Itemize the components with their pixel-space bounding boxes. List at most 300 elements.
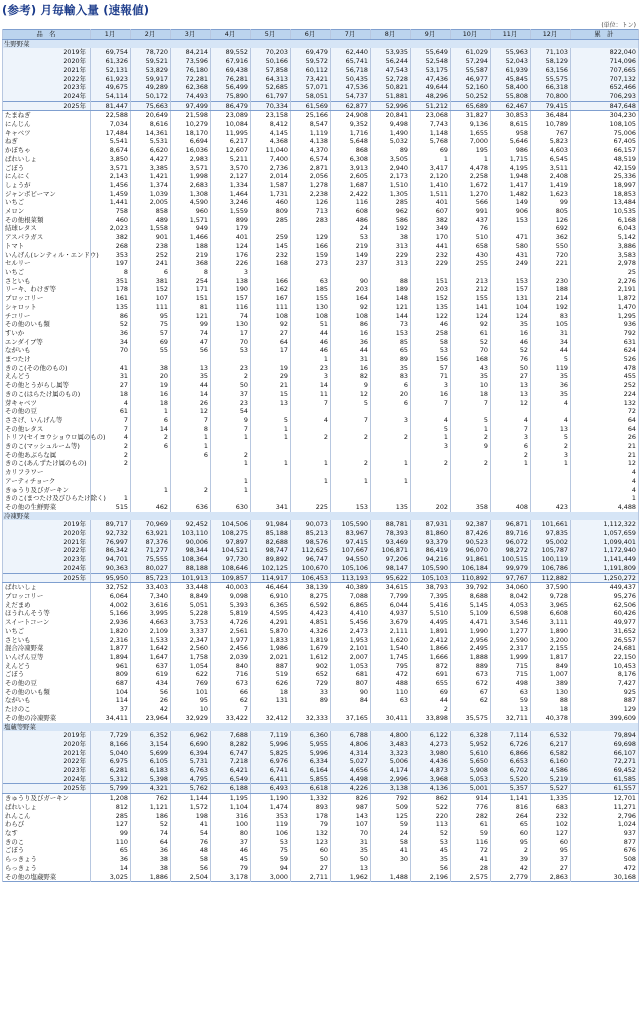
table-row bbox=[3, 146, 639, 155]
value-cell: 1,998 bbox=[171, 172, 211, 181]
row-label: 2024年 bbox=[3, 775, 91, 784]
value-cell: 7 bbox=[91, 416, 131, 425]
value-cell: 268 bbox=[91, 242, 131, 251]
value-cell: 5,527 bbox=[531, 784, 571, 794]
value-cell: 61,939 bbox=[491, 66, 531, 75]
value-cell: 550 bbox=[531, 242, 571, 251]
value-cell: 5,952 bbox=[451, 740, 491, 749]
value-cell: 11 bbox=[291, 390, 331, 399]
value-cell: 64 bbox=[251, 338, 291, 347]
value-cell: 1,540 bbox=[371, 644, 411, 653]
value-cell: 79 bbox=[211, 864, 251, 873]
value-cell: 86,419 bbox=[411, 546, 451, 555]
value-cell bbox=[331, 486, 371, 495]
value-cell: 37 bbox=[531, 855, 571, 864]
value-cell: 50 bbox=[331, 855, 371, 864]
value-cell: 1,121 bbox=[131, 803, 171, 812]
value-cell: 8,674 bbox=[91, 146, 131, 155]
value-cell: 164 bbox=[331, 294, 371, 303]
row-label: まつたけ bbox=[3, 355, 91, 364]
value-cell: 2,736 bbox=[251, 164, 291, 173]
value-cell: 949 bbox=[171, 224, 211, 233]
value-cell: 70 bbox=[91, 346, 131, 355]
value-cell: 25 bbox=[571, 268, 639, 277]
value-cell: 96,072 bbox=[491, 538, 531, 547]
table-row bbox=[3, 855, 639, 864]
value-cell: 4,586 bbox=[531, 766, 571, 775]
value-cell: 4,423 bbox=[291, 609, 331, 618]
table-row bbox=[3, 407, 639, 416]
value-cell: 515 bbox=[91, 503, 131, 512]
value-cell: 6,608 bbox=[531, 609, 571, 618]
value-cell: 2 bbox=[291, 433, 331, 442]
value-cell: 7 bbox=[211, 705, 251, 714]
value-cell: 46,464 bbox=[251, 583, 291, 592]
value-cell: 8,282 bbox=[211, 740, 251, 749]
value-cell: 4,726 bbox=[211, 618, 251, 627]
value-cell: 10,279 bbox=[171, 120, 211, 129]
value-cell: 34 bbox=[91, 338, 131, 347]
value-cell: 6,217 bbox=[531, 740, 571, 749]
value-cell: 1,894 bbox=[91, 653, 131, 662]
value-cell: 382 bbox=[411, 216, 451, 225]
value-cell: 655 bbox=[411, 679, 451, 688]
value-cell: 58 bbox=[171, 855, 211, 864]
value-cell: 812 bbox=[91, 803, 131, 812]
value-cell: 74 bbox=[211, 312, 251, 321]
value-cell: 105,787 bbox=[531, 546, 571, 555]
value-cell: 90,363 bbox=[91, 564, 131, 573]
value-cell: 3,385 bbox=[131, 164, 171, 173]
value-cell: 6,360 bbox=[291, 731, 331, 740]
value-cell: 2,940 bbox=[371, 164, 411, 173]
value-cell: 3,323 bbox=[371, 749, 411, 758]
value-cell: 30 bbox=[371, 855, 411, 864]
value-cell: 225 bbox=[291, 503, 331, 512]
value-cell: 99,979 bbox=[491, 564, 531, 573]
value-cell: 71,103 bbox=[531, 48, 571, 57]
section-title: 冷凍野菜 bbox=[3, 512, 639, 521]
value-cell: 74,493 bbox=[171, 92, 211, 101]
value-cell: 6,183 bbox=[131, 766, 171, 775]
value-cell: 35 bbox=[491, 320, 531, 329]
value-cell: 1,866 bbox=[411, 644, 451, 653]
value-cell: 673 bbox=[451, 670, 491, 679]
value-cell: 57 bbox=[131, 329, 171, 338]
value-cell: 34,060 bbox=[491, 583, 531, 592]
value-cell: 85,723 bbox=[131, 573, 171, 583]
value-cell: 56,244 bbox=[371, 57, 411, 66]
value-cell: 71,277 bbox=[131, 546, 171, 555]
value-cell: 57,071 bbox=[291, 83, 331, 92]
year-row bbox=[3, 740, 639, 749]
value-cell: 126 bbox=[531, 216, 571, 225]
value-cell bbox=[171, 477, 211, 486]
header-row bbox=[3, 30, 639, 40]
value-cell: 20 bbox=[371, 390, 411, 399]
value-cell: 3 bbox=[291, 372, 331, 381]
value-cell: 8,176 bbox=[571, 670, 639, 679]
value-cell: 991 bbox=[451, 207, 491, 216]
row-label: 2025年 bbox=[3, 101, 91, 111]
value-cell: 116 bbox=[211, 303, 251, 312]
value-cell: 36,484 bbox=[531, 111, 571, 120]
value-cell: 7,218 bbox=[211, 757, 251, 766]
value-cell: 3 bbox=[411, 442, 451, 451]
value-cell: 96,871 bbox=[491, 520, 531, 529]
value-cell: 195 bbox=[451, 146, 491, 155]
value-cell: 7 bbox=[331, 416, 371, 425]
value-cell: 401 bbox=[211, 233, 251, 242]
value-cell: 40,003 bbox=[211, 583, 251, 592]
value-cell: 1,758 bbox=[171, 653, 211, 662]
value-cell: 23 bbox=[211, 364, 251, 373]
value-cell: 3,571 bbox=[171, 164, 211, 173]
value-cell: 805 bbox=[531, 207, 571, 216]
value-cell: 75 bbox=[251, 846, 291, 855]
table-row bbox=[3, 662, 639, 671]
value-cell: 486 bbox=[331, 216, 371, 225]
row-label: きのこ(あんずたけ属のもの) bbox=[3, 459, 91, 468]
value-cell: 75,006 bbox=[571, 129, 639, 138]
value-cell: 102 bbox=[531, 820, 571, 829]
row-label: 2023年 bbox=[3, 555, 91, 564]
value-cell: 14 bbox=[131, 425, 171, 434]
value-cell: 127 bbox=[531, 829, 571, 838]
row-label: にんにく bbox=[3, 172, 91, 181]
value-cell bbox=[371, 268, 411, 277]
value-cell: 159 bbox=[291, 251, 331, 260]
row-label: きのこ(まつたけ及びひらたけ除く) bbox=[3, 494, 91, 503]
value-cell: 35,575 bbox=[451, 714, 491, 723]
value-cell: 79 bbox=[291, 820, 331, 829]
value-cell: 2 bbox=[131, 433, 171, 442]
value-cell: 32,929 bbox=[171, 714, 211, 723]
value-cell: 76,281 bbox=[211, 75, 251, 84]
value-cell: 23 bbox=[291, 364, 331, 373]
table-row bbox=[3, 181, 639, 190]
value-cell: 44 bbox=[331, 346, 371, 355]
value-cell: 6 bbox=[371, 381, 411, 390]
table-row bbox=[3, 653, 639, 662]
value-cell: 97,206 bbox=[371, 555, 411, 564]
year-row bbox=[3, 757, 639, 766]
value-cell: 858 bbox=[131, 207, 171, 216]
value-cell: 1 bbox=[451, 425, 491, 434]
value-cell: 2 bbox=[211, 451, 251, 460]
value-cell: 4,145 bbox=[251, 129, 291, 138]
value-cell: 5,610 bbox=[451, 749, 491, 758]
value-cell: 45,845 bbox=[491, 75, 531, 84]
value-cell: 69 bbox=[131, 338, 171, 347]
value-cell: 214 bbox=[531, 294, 571, 303]
value-cell bbox=[171, 494, 211, 503]
value-cell: 31 bbox=[91, 372, 131, 381]
value-cell: 170 bbox=[411, 233, 451, 242]
value-cell: 85 bbox=[371, 338, 411, 347]
value-cell: 84,214 bbox=[171, 48, 211, 57]
value-cell: 107 bbox=[131, 294, 171, 303]
value-cell: 5,819 bbox=[211, 609, 251, 618]
value-cell: 104 bbox=[491, 303, 531, 312]
value-cell: 2 bbox=[91, 442, 131, 451]
value-cell: 1,999 bbox=[491, 653, 531, 662]
value-cell: 85,213 bbox=[291, 529, 331, 538]
value-cell: 50,252 bbox=[451, 92, 491, 101]
value-cell: 50,821 bbox=[371, 83, 411, 92]
value-cell: 70 bbox=[451, 346, 491, 355]
row-label: ほうれんそう等 bbox=[3, 609, 91, 618]
value-cell: 89 bbox=[371, 146, 411, 155]
value-cell: 1 bbox=[131, 486, 171, 495]
value-cell: 25,336 bbox=[571, 172, 639, 181]
value-cell: 106,453 bbox=[291, 573, 331, 583]
value-cell: 58,129 bbox=[531, 57, 571, 66]
value-cell: 4,370 bbox=[291, 146, 331, 155]
value-cell: 8,849 bbox=[171, 592, 211, 601]
year-row bbox=[3, 749, 639, 758]
table-row bbox=[3, 838, 639, 847]
value-cell: 510 bbox=[451, 233, 491, 242]
value-cell: 1,533 bbox=[131, 636, 171, 645]
value-cell: 471 bbox=[491, 233, 531, 242]
value-cell: 5,870 bbox=[251, 627, 291, 636]
value-cell: 1,024 bbox=[571, 820, 639, 829]
value-cell: 13 bbox=[491, 390, 531, 399]
value-cell: 3,154 bbox=[131, 740, 171, 749]
value-cell: 624 bbox=[571, 346, 639, 355]
value-cell: 35 bbox=[411, 855, 451, 864]
row-label: ささげ、いんげん等 bbox=[3, 416, 91, 425]
table-row bbox=[3, 688, 639, 697]
value-cell: 509 bbox=[371, 803, 411, 812]
value-cell: 56 bbox=[171, 864, 211, 873]
row-label: 2022年 bbox=[3, 546, 91, 555]
value-cell: 1,716 bbox=[331, 129, 371, 138]
year-row bbox=[3, 48, 639, 57]
value-cell: 31 bbox=[331, 838, 371, 847]
value-cell bbox=[371, 494, 411, 503]
value-cell: 399,609 bbox=[571, 714, 639, 723]
value-cell: 14,361 bbox=[131, 129, 171, 138]
value-cell: 53 bbox=[411, 838, 451, 847]
value-cell bbox=[131, 355, 171, 364]
year-row bbox=[3, 538, 639, 547]
value-cell: 2,956 bbox=[451, 636, 491, 645]
value-cell: 18 bbox=[251, 688, 291, 697]
value-cell: 53,175 bbox=[411, 66, 451, 75]
value-cell: 455 bbox=[571, 372, 639, 381]
value-cell: 1,104 bbox=[211, 803, 251, 812]
value-cell: 1 bbox=[211, 459, 251, 468]
value-cell: 75,555 bbox=[131, 555, 171, 564]
row-label: ジャンボピーマン bbox=[3, 190, 91, 199]
value-cell: 102,125 bbox=[251, 564, 291, 573]
value-cell: 130 bbox=[211, 320, 251, 329]
value-cell: 38 bbox=[371, 233, 411, 242]
value-cell: 55,649 bbox=[411, 48, 451, 57]
row-label: きゅうり及びガーキン bbox=[3, 486, 91, 495]
value-cell: 53 bbox=[211, 346, 251, 355]
row-label: 2019年 bbox=[3, 731, 91, 740]
table-row bbox=[3, 601, 639, 610]
value-cell: 12 bbox=[171, 407, 211, 416]
value-cell: 111 bbox=[131, 303, 171, 312]
value-cell: 1 bbox=[531, 459, 571, 468]
row-label: トリフ(セイヨウショウロ属のもの) bbox=[3, 433, 91, 442]
value-cell: 902 bbox=[291, 662, 331, 671]
row-label: 2023年 bbox=[3, 83, 91, 92]
value-cell: 119 bbox=[531, 364, 571, 373]
year-row bbox=[3, 784, 639, 794]
value-cell: 53,935 bbox=[371, 48, 411, 57]
value-cell: 52,996 bbox=[371, 101, 411, 111]
value-cell: 100,670 bbox=[291, 564, 331, 573]
value-cell: 96,070 bbox=[451, 546, 491, 555]
value-cell: 100,515 bbox=[491, 555, 531, 564]
table-row bbox=[3, 442, 639, 451]
value-cell: 79,415 bbox=[531, 101, 571, 111]
table-row bbox=[3, 670, 639, 679]
value-cell: 2 bbox=[331, 459, 371, 468]
row-label: 2020年 bbox=[3, 57, 91, 66]
value-cell: 313 bbox=[371, 242, 411, 251]
value-cell: 1,511 bbox=[411, 190, 451, 199]
value-cell: 341 bbox=[251, 503, 291, 512]
value-cell: 44 bbox=[291, 329, 331, 338]
value-cell: 8,166 bbox=[91, 740, 131, 749]
value-cell bbox=[291, 425, 331, 434]
row-label: いちご bbox=[3, 268, 91, 277]
value-cell: 46 bbox=[411, 320, 451, 329]
row-label: その他のいも類 bbox=[3, 688, 91, 697]
value-cell: 10,453 bbox=[571, 662, 639, 671]
value-cell: 1,510 bbox=[371, 181, 411, 190]
value-cell: 95,950 bbox=[91, 573, 131, 583]
value-cell bbox=[291, 451, 331, 460]
value-cell: 1 bbox=[91, 494, 131, 503]
value-cell: 508 bbox=[571, 855, 639, 864]
value-cell: 38 bbox=[131, 364, 171, 373]
row-label: キャベツ bbox=[3, 129, 91, 138]
value-cell: 63 bbox=[491, 688, 531, 697]
value-cell bbox=[251, 355, 291, 364]
table-row bbox=[3, 120, 639, 129]
value-cell: 6,044 bbox=[371, 601, 411, 610]
value-cell bbox=[251, 442, 291, 451]
value-cell: 33 bbox=[291, 688, 331, 697]
value-cell: 135 bbox=[91, 303, 131, 312]
row-label: エンダイブ等 bbox=[3, 338, 91, 347]
value-cell: 188 bbox=[531, 285, 571, 294]
value-cell: 3,025 bbox=[91, 873, 131, 882]
value-cell: 58 bbox=[371, 838, 411, 847]
value-cell: 152 bbox=[131, 285, 171, 294]
row-label: その他のいも類 bbox=[3, 320, 91, 329]
value-cell: 1 bbox=[211, 433, 251, 442]
value-cell bbox=[251, 477, 291, 486]
value-cell: 51,881 bbox=[371, 92, 411, 101]
value-cell: 70,334 bbox=[251, 101, 291, 111]
value-cell: 14 bbox=[171, 390, 211, 399]
value-cell: 283 bbox=[291, 216, 331, 225]
value-cell: 4 bbox=[291, 416, 331, 425]
value-cell: 10,535 bbox=[571, 207, 639, 216]
value-cell: 86,342 bbox=[91, 546, 131, 555]
value-cell: 74 bbox=[131, 829, 171, 838]
row-label: ごぼう bbox=[3, 164, 91, 173]
value-cell: 4,471 bbox=[451, 618, 491, 627]
value-cell: 1,490 bbox=[371, 129, 411, 138]
value-cell: 178 bbox=[91, 285, 131, 294]
row-label: きのこ(マッシュルーム等) bbox=[3, 442, 91, 451]
value-cell: 720 bbox=[531, 251, 571, 260]
value-cell: 58,400 bbox=[491, 83, 531, 92]
value-cell: 8,412 bbox=[251, 120, 291, 129]
value-cell: 1,655 bbox=[451, 129, 491, 138]
header-cell: 累 計 bbox=[571, 30, 639, 40]
value-cell: 3,138 bbox=[371, 784, 411, 794]
value-cell: 37 bbox=[91, 705, 131, 714]
value-cell: 39,792 bbox=[451, 583, 491, 592]
value-cell: 1,872 bbox=[571, 294, 639, 303]
value-cell bbox=[411, 468, 451, 477]
row-label: アスパラガス bbox=[3, 233, 91, 242]
value-cell: 2,101 bbox=[331, 644, 371, 653]
value-cell: 61 bbox=[451, 329, 491, 338]
table-row bbox=[3, 696, 639, 705]
value-cell: 5 bbox=[251, 416, 291, 425]
value-cell: 2,039 bbox=[211, 653, 251, 662]
value-cell bbox=[131, 451, 171, 460]
value-cell: 441 bbox=[411, 242, 451, 251]
value-cell: 101 bbox=[171, 688, 211, 697]
value-cell: 52,160 bbox=[451, 83, 491, 92]
value-cell: 899 bbox=[211, 216, 251, 225]
value-cell: 50,435 bbox=[331, 75, 371, 84]
value-cell: 190 bbox=[211, 285, 251, 294]
value-cell: 6 bbox=[491, 442, 531, 451]
table-row bbox=[3, 636, 639, 645]
value-cell: 80,027 bbox=[131, 564, 171, 573]
value-cell bbox=[371, 468, 411, 477]
value-cell: 1,886 bbox=[131, 873, 171, 882]
value-cell: 10,084 bbox=[211, 120, 251, 129]
value-cell: 97,835 bbox=[531, 529, 571, 538]
value-cell bbox=[291, 486, 331, 495]
row-label: えんどう bbox=[3, 662, 91, 671]
value-cell: 877 bbox=[571, 838, 639, 847]
value-cell: 89 bbox=[371, 355, 411, 364]
value-cell: 2,276 bbox=[571, 277, 639, 286]
value-cell bbox=[251, 407, 291, 416]
value-cell: 2,023 bbox=[91, 224, 131, 233]
value-cell: 2,560 bbox=[171, 644, 211, 653]
row-label: なす bbox=[3, 829, 91, 838]
value-cell: 4 bbox=[91, 433, 131, 442]
value-cell: 50,166 bbox=[251, 57, 291, 66]
table-row bbox=[3, 381, 639, 390]
value-cell: 91,861 bbox=[451, 555, 491, 564]
row-label: その他根菜類 bbox=[3, 216, 91, 225]
value-cell: 460 bbox=[91, 216, 131, 225]
value-cell: 1 bbox=[211, 477, 251, 486]
value-cell: 6,694 bbox=[171, 137, 211, 146]
value-cell: 73,421 bbox=[291, 75, 331, 84]
value-cell: 50 bbox=[491, 364, 531, 373]
table-row bbox=[3, 609, 639, 618]
value-cell: 7,395 bbox=[411, 592, 451, 601]
